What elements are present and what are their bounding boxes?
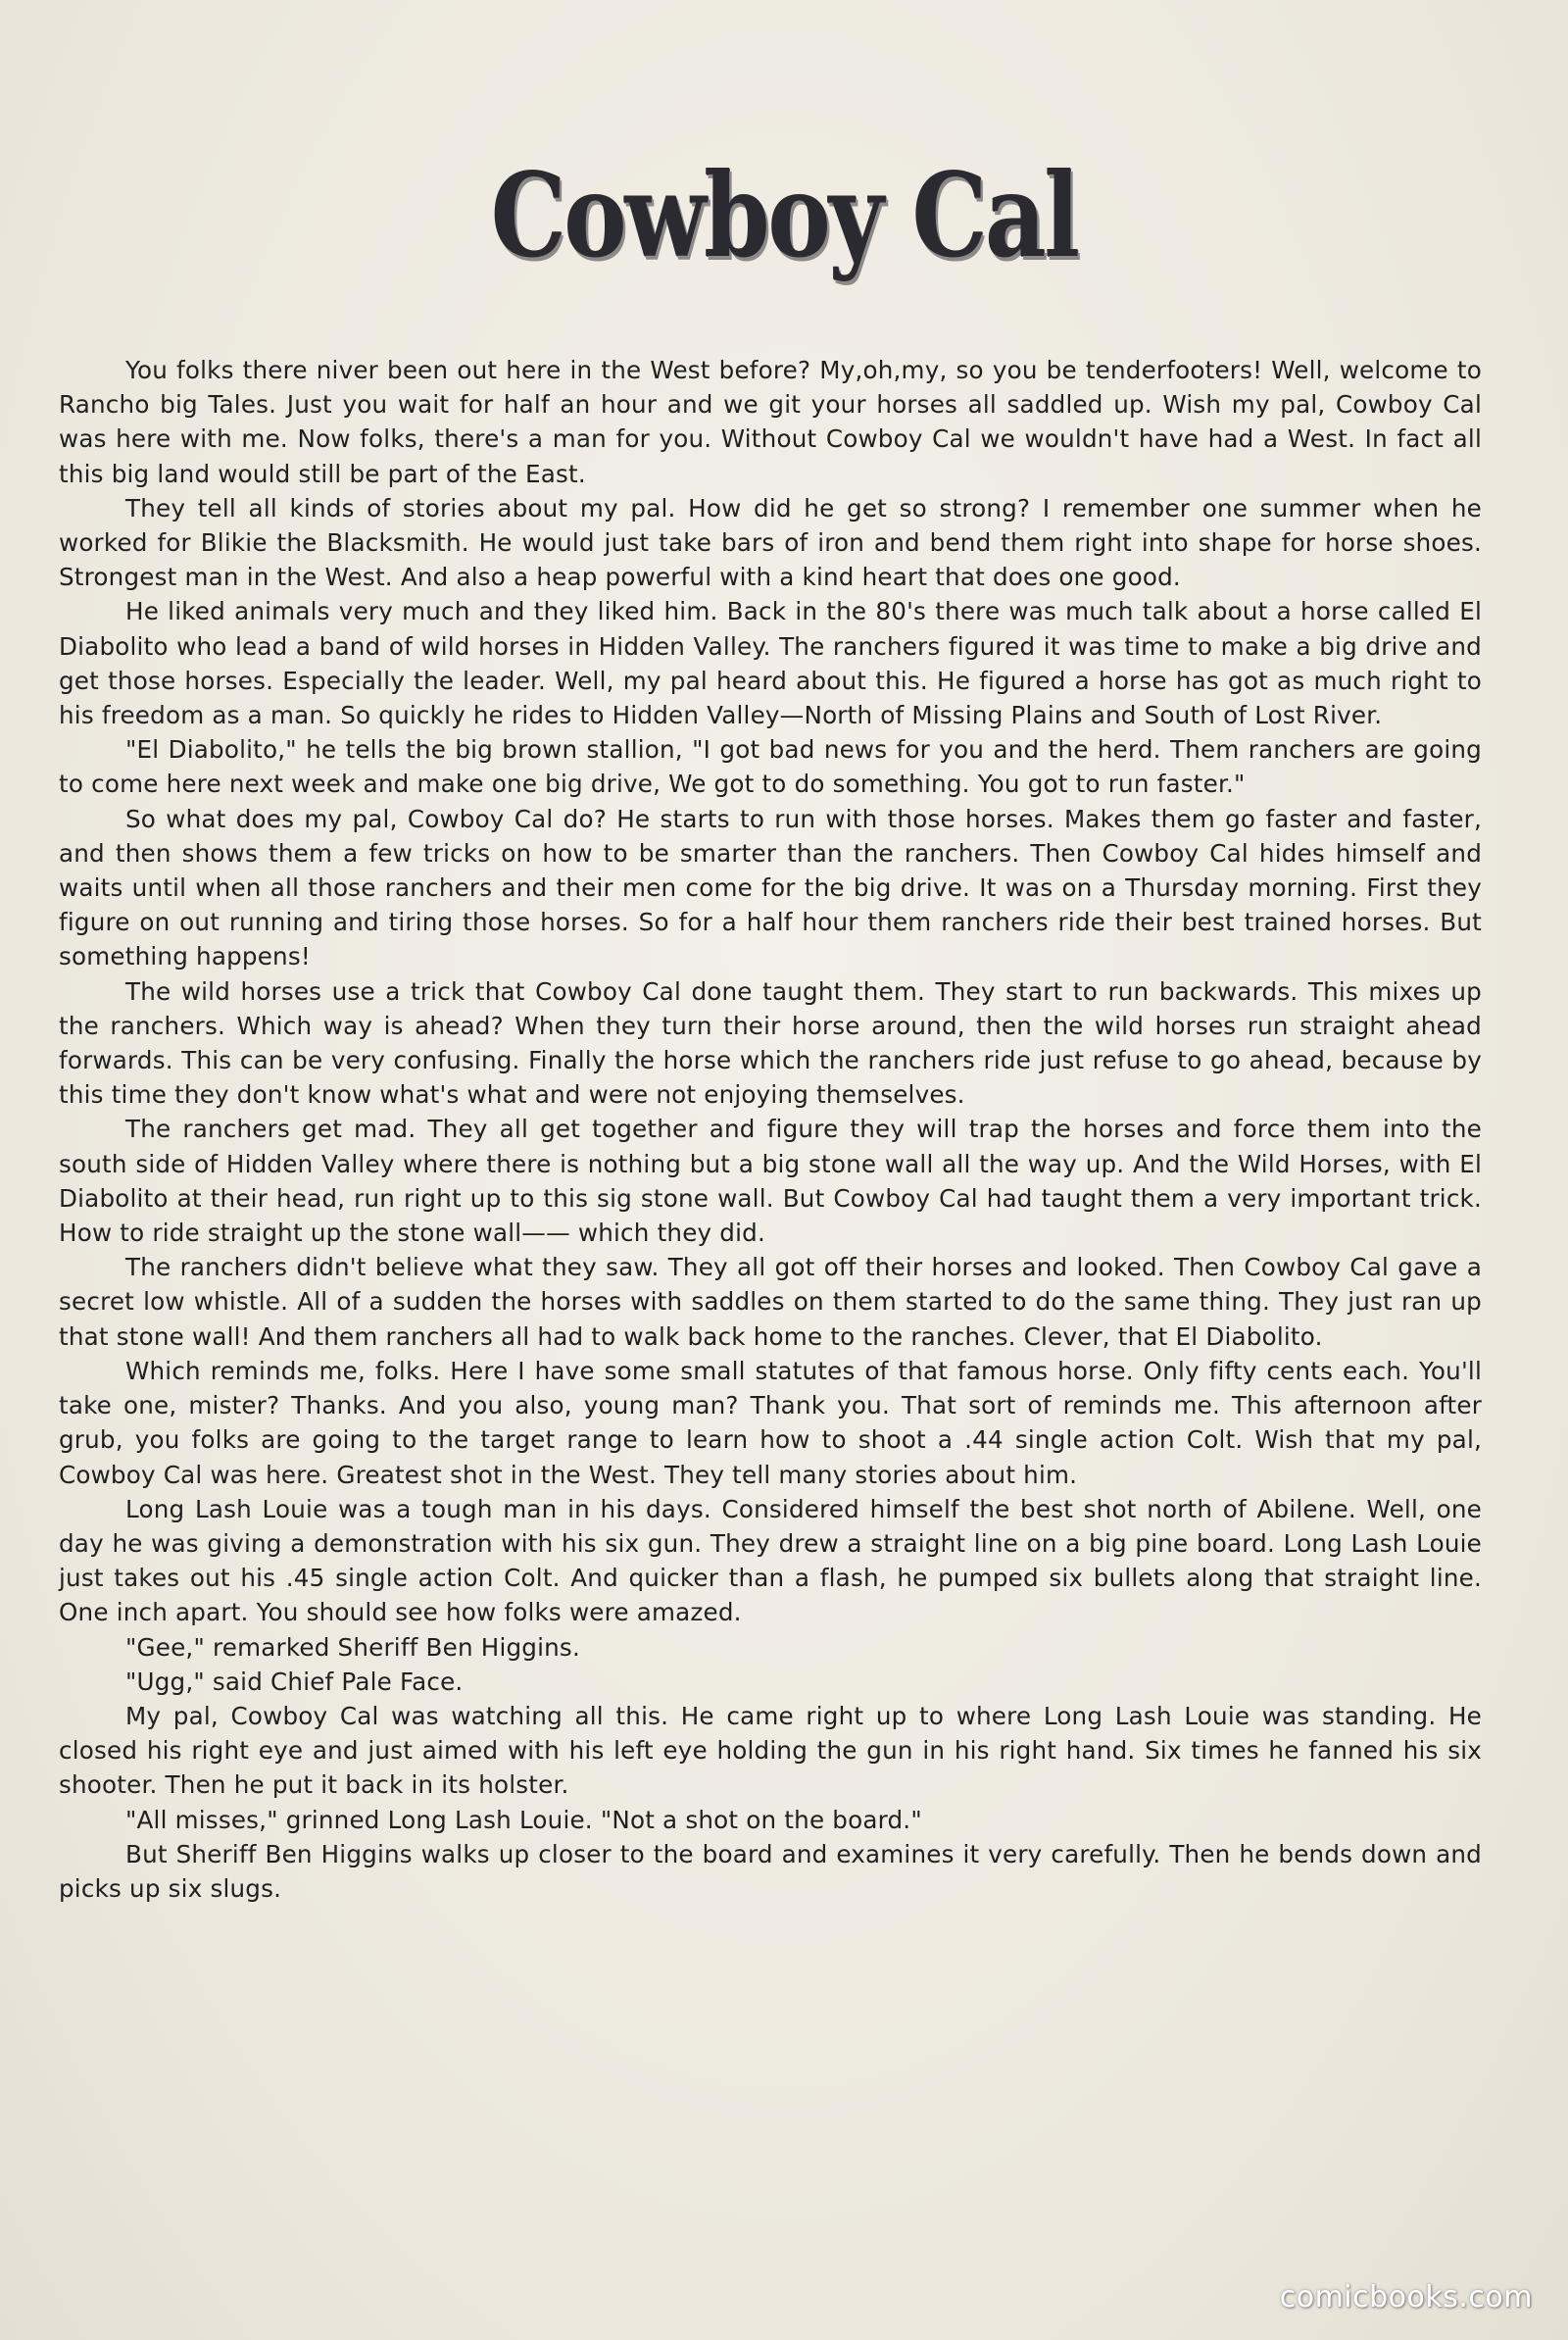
paragraph: The wild horses use a trick that Cowboy Cal done taught them. They start to run backwards. This mixes up the ranchers. Which way is ahead? When they turn their horse around, then the wild horses run straight ahead forwards. This can be very confusing. Finally the horse which the ranchers ride just refuse to go ahead, because by this time they don't know what's what and were not enjoying themselves. <box>59 976 1482 1110</box>
paragraph: You folks there niver been out here in the West before? My,oh,my, so you be tenderfooters! Well, welcome to Rancho big Tales. Just you wait for half an hour and we git your horses all saddled up. Wish my pal, Cowboy Cal was here with me. Now folks, there's a man for you. Without Cowboy Cal we wouldn't have had a West. In fact all this big land would still be part of the East. <box>59 356 1482 488</box>
paragraph: But Sheriff Ben Higgins walks up closer to the board and examines it very carefully. Then he bends down and picks up six slugs. <box>59 1839 1482 1903</box>
paragraph: He liked animals very much and they liked him. Back in the 80's there was much talk about a horse called El Diabolito who lead a band of wild horses in Hidden Valley. The ranchers figured it was time to make a big drive and get those horses. Especially the leader. Well, my pal heard about this. He figured a horse has got as much right to his freedom as a man. So quickly he rides to Hidden Valley—North of Missing Plains and South of Lost River. <box>59 597 1482 730</box>
paragraph: "Ugg," said Chief Pale Face. <box>125 1667 464 1696</box>
paragraph: "Gee," remarked Sheriff Ben Higgins. <box>125 1632 580 1662</box>
watermark: comicbooks.com <box>1279 2280 1533 2315</box>
paragraph: The ranchers get mad. They all get together and figure they will trap the horses and force them into the south side of Hidden Valley where there is nothing but a big stone wall all the way up. And the Wild Horses, with El Diabolito at their head, run right up to this sig stone wall. But Cowboy Cal had taught them a very important trick. How to ride straight up the stone wall—— which they did. <box>59 1115 1482 1248</box>
paragraph: So what does my pal, Cowboy Cal do? He starts to run with those horses. Makes them go faster and faster, and then shows them a few tricks on how to be smarter than the ranchers. Then Cowboy Cal hides himself and waits until when all those ranchers and their men come for the big drive. It was on a Thursday morning. First they figure on out running and tiring those horses. So for a half hour them ranchers ride their best trained horses. But something happens! <box>59 804 1482 971</box>
paragraph: Which reminds me, folks. Here I have some small statutes of that famous horse. Only fifty cents each. You'll take one, mister? Thanks. And you also, young man? Thank you. That sort of reminds me. This afternoon after grub, you folks are going to the target range to learn how to shoot a .44 single action Colt. Wish that my pal, Cowboy Cal was here. Greatest shot in the West. They tell many stories about him. <box>59 1356 1482 1489</box>
paragraph: "El Diabolito," he tells the big brown stallion, "I got bad news for you and the herd. Them ranchers are going to come here next week and make one big drive, We got to do something. You got to run faster." <box>59 735 1482 799</box>
paragraph: Long Lash Louie was a tough man in his days. Considered himself the best shot north of Abilene. Well, one day he was giving a demonstration with his six gun. They drew a straight line on a big pine board. Long Lash Louie just takes out his .45 single action Colt. And quicker than a flash, he pumped six bullets along that straight line. One inch apart. You should see how folks were amazed. <box>59 1494 1482 1627</box>
story-body <box>59 353 1482 1906</box>
paragraph: The ranchers didn't believe what they saw. They all got off their horses and looked. Then Cowboy Cal gave a secret low whistle. All of a sudden the horses with saddles on them started to do the same thing. They just ran up that stone wall! And them ranchers all had to walk back home to the ranches. Clever, that El Diabolito. <box>59 1253 1482 1351</box>
story-title: Cowboy Cal <box>490 147 1078 283</box>
paragraph: My pal, Cowboy Cal was watching all this. He came right up to where Long Lash Louie was standing. He closed his right eye and just aimed with his left eye holding the gun in his right hand. Six times he fanned his six shooter. Then he put it back in its holster. <box>59 1701 1482 1800</box>
paragraph: They tell all kinds of stories about my pal. How did he get so strong? I remember one summer when he worked for Blikie the Blacksmith. He would just take bars of iron and bend them right into shape for horse shoes. Strongest man in the West. And also a heap powerful with a kind heart that does one good. <box>59 493 1482 592</box>
paragraph: "All misses," grinned Long Lash Louie. "Not a shot on the board." <box>125 1805 922 1834</box>
